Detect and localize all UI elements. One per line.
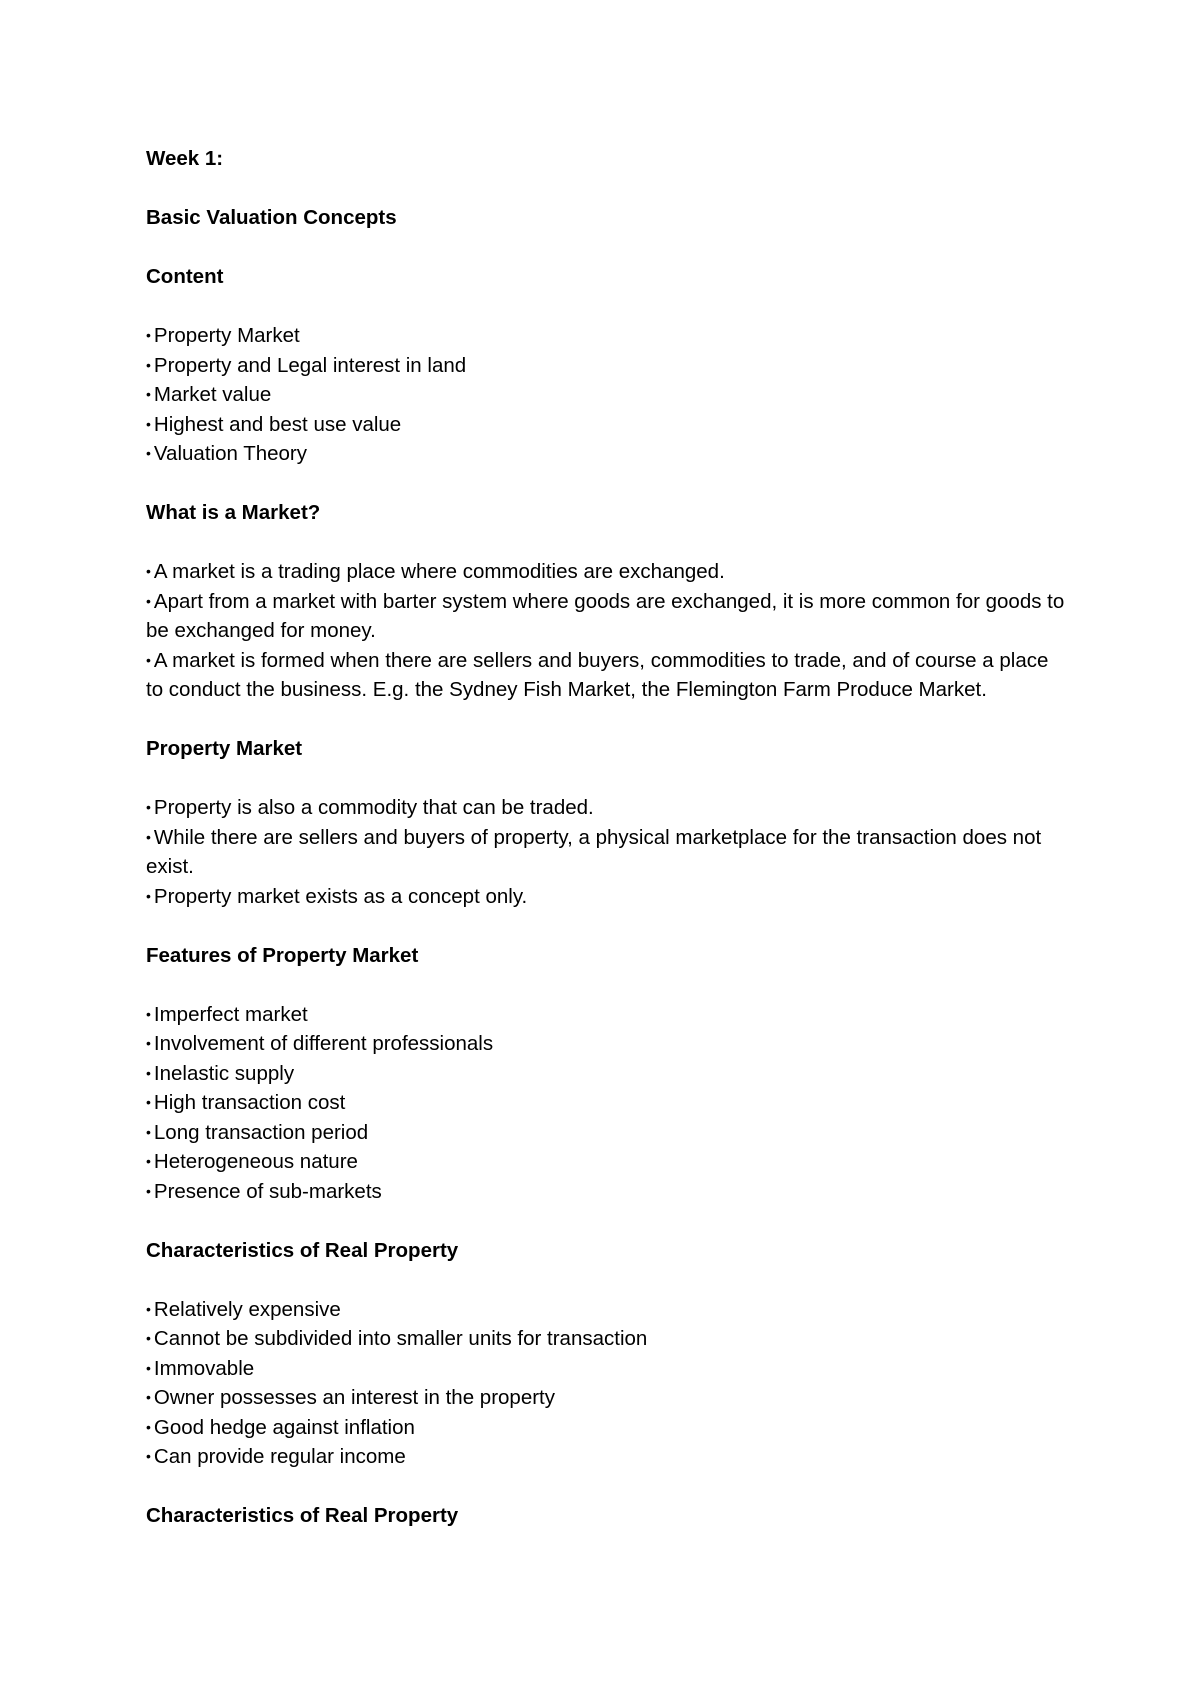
- bullet-icon: •: [146, 592, 151, 609]
- spacer: [146, 292, 1071, 322]
- bullet-icon: •: [146, 356, 151, 373]
- list-item: [146, 1324, 1071, 1354]
- list-item-text: Long transaction period: [153, 1120, 369, 1144]
- section-heading: Characteristics of Real Property: [146, 1238, 459, 1262]
- spacer: [146, 764, 1071, 794]
- document-body: [146, 144, 1071, 1531]
- section-heading: What is a Market?: [146, 501, 321, 524]
- list-item-text: While there are sellers and buyers of property, a physical marketplace for the transaction does not exist.: [146, 825, 1042, 878]
- spacer: [146, 1472, 1071, 1502]
- list-item: [146, 439, 1071, 469]
- list-item: [146, 380, 1071, 410]
- bullet-list: [146, 557, 1071, 705]
- list-item-text: Valuation Theory: [153, 442, 307, 465]
- list-item: [146, 823, 1071, 882]
- bullet-list: [146, 1000, 1071, 1207]
- list-item: [146, 351, 1071, 381]
- bullet-icon: •: [146, 415, 151, 432]
- bullet-list: [146, 1295, 1071, 1472]
- list-item: [146, 321, 1071, 351]
- list-item-text: Good hedge against inflation: [153, 1415, 415, 1439]
- list-item: [146, 1088, 1071, 1118]
- spacer: [146, 174, 1071, 204]
- list-item-text: Property and Legal interest in land: [153, 353, 467, 377]
- list-item-text: Inelastic supply: [153, 1061, 295, 1085]
- document-title: Basic Valuation Concepts: [146, 206, 397, 229]
- list-item: [146, 587, 1071, 646]
- list-item: [146, 646, 1071, 705]
- bullet-icon: •: [146, 386, 151, 402]
- section-heading: Features of Property Market: [146, 943, 419, 967]
- list-item-text: Highest and best use value: [153, 412, 402, 436]
- list-item: [146, 1295, 1071, 1325]
- list-item: [146, 1118, 1071, 1148]
- bullet-icon: •: [146, 1064, 151, 1081]
- list-item: [146, 1029, 1071, 1059]
- bullet-icon: •: [146, 1448, 151, 1464]
- list-item-text: Relatively expensive: [153, 1297, 341, 1321]
- bullet-icon: •: [146, 651, 151, 668]
- spacer: [146, 1265, 1071, 1295]
- list-item-text: Owner possesses an interest in the property: [153, 1386, 555, 1409]
- bullet-icon: •: [146, 445, 151, 461]
- list-item: [146, 882, 1071, 912]
- list-item: [146, 1354, 1071, 1384]
- list-item-text: Property market exists as a concept only.: [153, 884, 528, 908]
- section-heading: Content: [146, 265, 224, 288]
- list-item-text: High transaction cost: [153, 1091, 346, 1114]
- list-item-text: Can provide regular income: [153, 1445, 406, 1468]
- week-heading: Week 1:: [146, 147, 224, 170]
- list-item-text: Imperfect market: [153, 1002, 308, 1026]
- bullet-icon: •: [146, 1300, 151, 1317]
- list-item: [146, 793, 1071, 823]
- bullet-icon: •: [146, 799, 151, 815]
- section-heading: Property Market: [146, 737, 303, 760]
- spacer: [146, 705, 1071, 735]
- bullet-icon: •: [146, 1035, 151, 1051]
- list-item: [146, 557, 1071, 587]
- bullet-icon: •: [146, 1330, 151, 1346]
- bullet-icon: •: [146, 1182, 151, 1199]
- list-item: [146, 1413, 1071, 1443]
- list-item-text: Market value: [153, 383, 272, 406]
- bullet-list: [146, 793, 1071, 911]
- section-heading: Characteristics of Real Property: [146, 1504, 459, 1527]
- bullet-icon: •: [146, 1153, 151, 1169]
- bullet-icon: •: [146, 828, 151, 845]
- spacer: [146, 911, 1071, 941]
- bullet-icon: •: [146, 1094, 151, 1110]
- list-item-text: Heterogeneous nature: [153, 1150, 358, 1173]
- list-item: [146, 410, 1071, 440]
- list-item-text: Property Market: [153, 324, 300, 347]
- list-item: [146, 1147, 1071, 1177]
- spacer: [146, 528, 1071, 558]
- bullet-icon: •: [146, 327, 151, 343]
- bullet-icon: •: [146, 887, 151, 904]
- list-item-text: A market is formed when there are sellers and buyers, commodities to trade, and of course a place to conduct the business. E.g. the Sydney Fish Market, the Flemington Farm Produce Market.: [146, 648, 1049, 701]
- spacer: [146, 469, 1071, 499]
- sections-container: [146, 262, 1071, 1531]
- list-item: [146, 1059, 1071, 1089]
- list-item-text: Presence of sub-markets: [153, 1179, 382, 1203]
- bullet-icon: •: [146, 1389, 151, 1405]
- list-item-text: Immovable: [153, 1356, 255, 1380]
- list-item-text: Cannot be subdivided into smaller units for transaction: [153, 1327, 648, 1350]
- bullet-icon: •: [146, 563, 151, 579]
- spacer: [146, 1206, 1071, 1236]
- bullet-icon: •: [146, 1418, 151, 1435]
- list-item-text: A market is a trading place where commodities are exchanged.: [153, 560, 725, 583]
- list-item: [146, 1383, 1071, 1413]
- bullet-icon: •: [146, 1123, 151, 1140]
- list-item: [146, 1442, 1071, 1472]
- bullet-icon: •: [146, 1005, 151, 1022]
- spacer: [146, 970, 1071, 1000]
- list-item-text: Property is also a commodity that can be traded.: [153, 796, 594, 819]
- bullet-icon: •: [146, 1359, 151, 1376]
- spacer: [146, 233, 1071, 263]
- list-item-text: Involvement of different professionals: [153, 1032, 494, 1055]
- list-item: [146, 1000, 1071, 1030]
- list-item: [146, 1177, 1071, 1207]
- bullet-list: [146, 321, 1071, 469]
- list-item-text: Apart from a market with barter system where goods are exchanged, it is more common for goods to be exchanged for money.: [146, 589, 1065, 642]
